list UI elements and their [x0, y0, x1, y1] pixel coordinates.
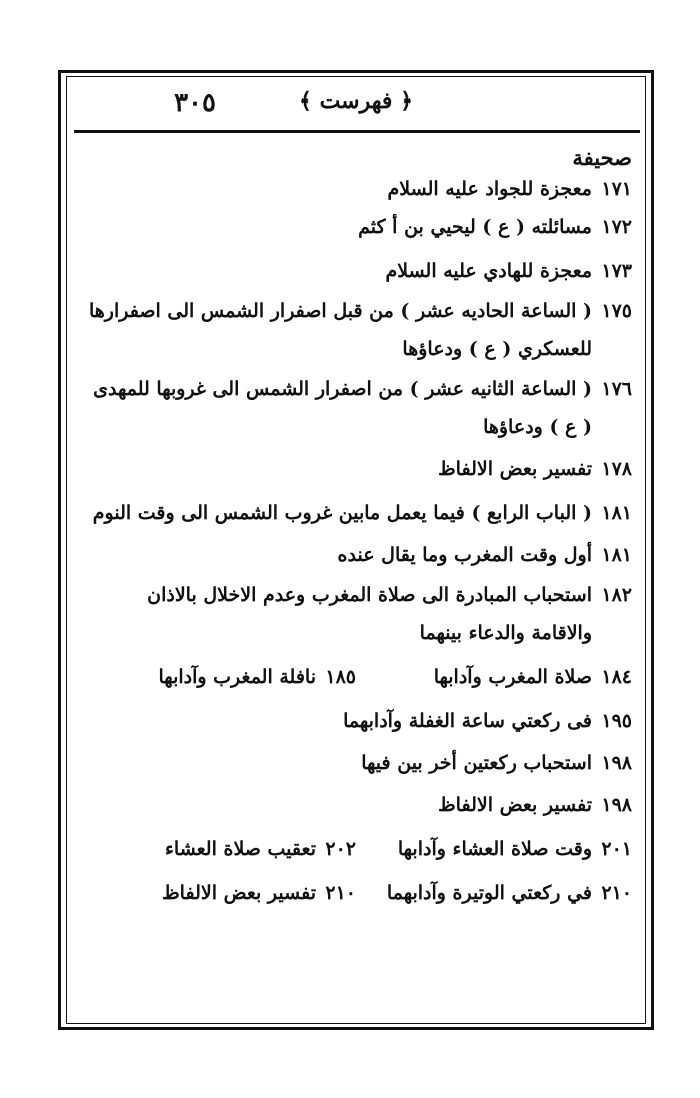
entry-continuation: للعسكري ( ع ) ودعاؤها	[402, 338, 592, 360]
list-item	[80, 708, 632, 750]
entry-text: ( الساعة الحاديه عشر ) من قبل اصفرار الشمس الى اصفرارها	[89, 300, 592, 322]
entry-text: تفسير بعض الالفاظ	[162, 882, 316, 904]
page-number: ٣٠٥	[174, 88, 216, 118]
entry-page: ١٧٥	[601, 300, 632, 322]
index-content	[80, 140, 632, 924]
entry-continuation: ( ع ) ودعاؤها	[483, 416, 592, 438]
pair-entry-right	[356, 880, 632, 924]
entry-text: تفسير بعض الالفاظ	[438, 794, 592, 816]
page-header	[66, 84, 646, 124]
entry-text: فى ركعتي ساعة الغفلة وآدابهما	[343, 710, 592, 732]
entry-page: ١٨١	[601, 502, 632, 524]
entry-page: ٢١٠	[601, 882, 632, 904]
list-item	[80, 500, 632, 542]
entry-page: ٢٠١	[601, 838, 632, 860]
list-item-pair	[80, 836, 632, 880]
entry-text: معجزة للهادي عليه السلام	[385, 260, 592, 282]
list-item	[80, 582, 632, 620]
list-item-pair	[80, 880, 632, 924]
entry-page: ١٧٦	[601, 378, 632, 400]
page-title: ﴿ فهرست ﴾	[299, 88, 413, 114]
list-item	[80, 298, 632, 336]
entry-text: نافلة المغرب وآدابها	[158, 666, 316, 688]
list-item	[80, 792, 632, 836]
entry-text: أول وقت المغرب وما يقال عنده	[337, 544, 592, 566]
entry-text: تفسير بعض الالفاظ	[438, 458, 592, 480]
list-item	[80, 750, 632, 792]
list-item	[80, 258, 632, 298]
entry-page: ١٨٢	[601, 584, 632, 606]
entry-continuation: والاقامة والدعاء بينهما	[419, 622, 592, 644]
list-item-continuation	[80, 620, 632, 664]
entry-page: ١٨٥	[325, 666, 356, 688]
entry-text: وقت صلاة العشاء وآدابها	[397, 838, 592, 860]
entry-page: ١٩٨	[601, 794, 632, 816]
entry-page: ١٩٥	[601, 710, 632, 732]
entry-page: ٢٠٢	[325, 838, 356, 860]
entry-text: معجزة للجواد عليه السلام	[387, 178, 592, 200]
pair-entry-left	[80, 880, 356, 924]
entry-page: ٢١٠	[325, 882, 356, 904]
entry-page: ١٨٤	[601, 666, 632, 688]
entry-text: ( الباب الرابع ) فيما يعمل مابين غروب الشمس الى وقت النوم	[92, 502, 592, 524]
pair-entry-right	[356, 664, 632, 708]
list-item-continuation	[80, 414, 632, 456]
entry-page: ١٨١	[601, 544, 632, 566]
list-item-pair	[80, 664, 632, 708]
pair-entry-left	[80, 836, 356, 880]
entry-page: ١٧٣	[601, 260, 632, 282]
entry-text: تعقيب صلاة العشاء	[164, 838, 316, 860]
entry-text: في ركعتي الوتيرة وآدابهما	[386, 882, 592, 904]
entry-text: استحباب المبادرة الى صلاة المغرب وعدم الاخلال بالاذان	[147, 584, 592, 606]
entry-text: ( الساعة الثانيه عشر ) من اصفرار الشمس الى غروبها للمهدى	[93, 378, 592, 400]
entry-text: مسائلته ( ع ) ليحيي بن أ كثم	[358, 216, 592, 238]
entry-page: ١٩٨	[601, 752, 632, 774]
column-heading: صحيفة	[572, 145, 632, 170]
entry-page: ١٧٨	[601, 458, 632, 480]
header-rule	[74, 130, 640, 133]
pair-entry-right	[356, 836, 632, 880]
entry-page: ١٧١	[601, 178, 632, 200]
list-item	[80, 376, 632, 414]
entry-text: صلاة المغرب وآدابها	[433, 666, 592, 688]
list-item	[80, 542, 632, 582]
entry-page: ١٧٢	[601, 216, 632, 238]
pair-entry-left	[80, 664, 356, 708]
list-item	[80, 456, 632, 500]
list-item	[80, 176, 632, 214]
entry-text: استحباب ركعتين أخر بين فيها	[361, 752, 592, 774]
list-item-continuation	[80, 336, 632, 376]
list-item	[80, 214, 632, 258]
